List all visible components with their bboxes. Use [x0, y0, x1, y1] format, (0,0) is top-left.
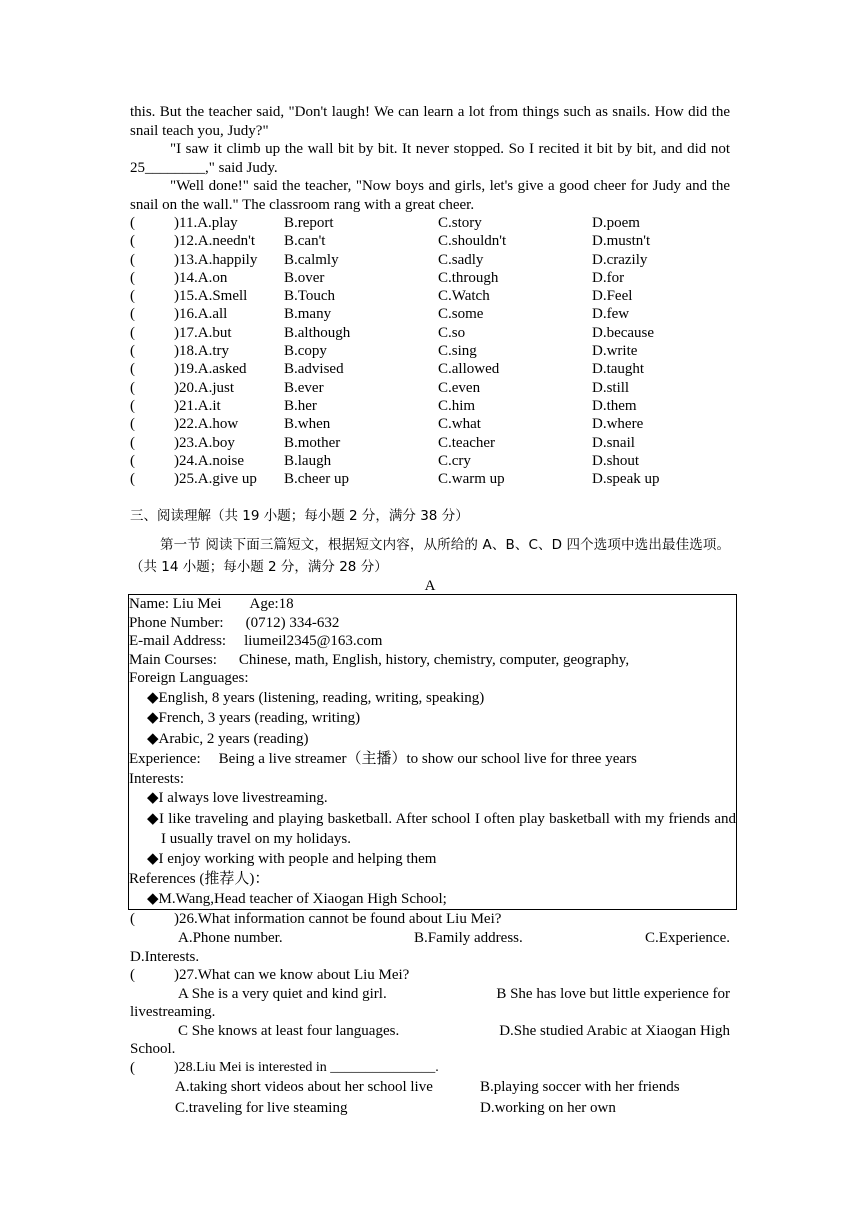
option-b-end: livestreaming. [130, 1004, 216, 1021]
option-c: C.sing [438, 343, 477, 360]
question-27 [130, 966, 730, 1059]
question-stem: )27.What can we know about Liu Mei? [174, 967, 410, 984]
cloze-option-row [130, 415, 730, 433]
cloze-option-row [130, 251, 730, 269]
option-a: )24.A.noise [174, 452, 244, 469]
story-paragraph-2: "I saw it climb up the wall bit by bit. It never stopped. So I recited it bit by bit, and did not 25________," said Judy. [130, 141, 730, 176]
question-stem-row [130, 910, 730, 929]
option-c: C.sadly [438, 251, 484, 268]
question-options-row [130, 929, 730, 948]
answer-paren: ( [130, 343, 135, 360]
resume-phone-row [129, 614, 736, 633]
option-a: )23.A.boy [174, 434, 235, 451]
cloze-option-row [130, 287, 730, 305]
option-b: B.laugh [284, 452, 332, 469]
cloze-option-row [130, 360, 730, 378]
answer-paren: ( [130, 361, 135, 378]
option-a: )15.A.Smell [174, 288, 248, 305]
question-options-row [130, 985, 730, 1004]
question-26 [130, 910, 730, 966]
option-b: B.although [284, 324, 351, 341]
interest-item-text: ◆I like traveling and playing basketball. After school I often play basketball with my friends and I usually travel on my holidays. [147, 810, 736, 847]
option-a: )22.A.how [174, 416, 239, 433]
option-b: B.mother [284, 434, 341, 451]
option-d: D.speak up [592, 471, 660, 488]
option-d: D.crazily [592, 251, 648, 268]
resume-references-label: References (推荐人)： [129, 870, 270, 887]
option-c: C.him [438, 397, 476, 414]
answer-paren: ( [130, 471, 135, 488]
option-c: C.even [438, 379, 481, 396]
option-c: C.traveling for live steaming [175, 1099, 348, 1116]
option-d: D.where [592, 416, 644, 433]
option-b: B.playing soccer with her friends [480, 1079, 680, 1096]
exam-page [129, 103, 736, 1118]
answer-paren: ( [130, 379, 135, 396]
option-a: )17.A.but [174, 324, 232, 341]
option-a: A.taking short videos about her school live [175, 1079, 433, 1096]
option-c: C.allowed [438, 361, 500, 378]
option-c: C.Watch [438, 288, 490, 305]
story-paragraph-3: "Well done!" said the teacher, "Now boys and girls, let's give a good cheer for Judy and the snail on the wall." The classroom rang with a great cheer. [130, 178, 730, 213]
cloze-option-row [130, 324, 730, 342]
question-options-row [130, 1022, 730, 1041]
option-d: D.them [592, 397, 637, 414]
interest-item [129, 809, 736, 849]
option-c: C.what [438, 416, 481, 433]
resume-interests-label: Interests: [129, 770, 184, 787]
option-b-start: B She has love but little experience for [496, 985, 730, 1002]
answer-paren: ( [130, 288, 135, 305]
option-d: D.shout [592, 452, 640, 469]
story-paragraph-1: this. But the teacher said, "Don't laugh! We can learn a lot from things such as snails. How did the snail teach you, Judy?" [130, 104, 730, 139]
resume-box [128, 594, 737, 910]
answer-paren: ( [130, 967, 135, 984]
option-a: )12.A.needn't [174, 233, 256, 250]
answer-paren: ( [130, 434, 135, 451]
answer-paren: ( [130, 233, 135, 250]
option-d: D.because [592, 324, 655, 341]
option-a: )18.A.try [174, 343, 229, 360]
question-options-row [130, 1077, 730, 1098]
language-item: ◆French, 3 years (reading, writing) [147, 710, 361, 727]
cloze-options-list [130, 214, 730, 488]
option-b: B.when [284, 416, 331, 433]
option-b: B.report [284, 215, 334, 231]
answer-paren: ( [130, 452, 135, 469]
answer-paren: ( [130, 416, 135, 433]
cloze-option-row [130, 342, 730, 360]
option-d-start: D.She studied Arabic at Xiaogan High [499, 1022, 730, 1039]
resume-courses-value: Chinese, math, English, history, chemistry, computer, geography, [238, 651, 630, 668]
question-stem: )28.Liu Mei is interested in _______________. [174, 1059, 439, 1075]
option-d: D.snail [592, 434, 635, 451]
resume-email-label: E-mail Address: [129, 633, 227, 650]
resume-courses-label: Main Courses: [129, 651, 217, 668]
answer-paren: ( [130, 324, 135, 341]
option-d: D.few [592, 306, 630, 323]
answer-paren: ( [130, 215, 135, 231]
answer-paren: ( [130, 251, 135, 268]
option-b: B.Family address. [414, 929, 523, 946]
option-c: C She knows at least four languages. [178, 1022, 400, 1039]
option-c: C.through [438, 269, 499, 286]
option-a: )13.A.happily [174, 251, 258, 268]
cloze-option-row [130, 214, 730, 232]
option-b: B.advised [284, 361, 344, 378]
interest-item: ◆I enjoy working with people and helping them [147, 850, 437, 867]
option-d: D.mustn't [592, 233, 651, 250]
option-d: D.working on her own [480, 1099, 616, 1116]
option-c: C.teacher [438, 434, 496, 451]
option-a: )11.A.play [174, 215, 238, 231]
option-d: D.write [592, 343, 638, 360]
option-d: D.Interests. [130, 948, 200, 965]
cloze-option-row [130, 452, 730, 470]
question-stem-row [130, 966, 730, 985]
option-d: D.Feel [592, 288, 633, 305]
option-b: B.can't [284, 233, 326, 250]
language-item: ◆Arabic, 2 years (reading) [147, 730, 309, 747]
option-d: D.poem [592, 215, 640, 231]
option-b: B.Touch [284, 288, 336, 305]
cloze-option-row [130, 397, 730, 415]
option-c: C.shouldn't [438, 233, 507, 250]
question-stem-row [130, 1059, 730, 1078]
cloze-option-row [130, 379, 730, 397]
resume-courses-row [129, 651, 736, 670]
cloze-option-row [130, 305, 730, 323]
answer-paren: ( [130, 911, 135, 928]
resume-age: Age:18 [249, 596, 294, 613]
option-b: B.over [284, 269, 325, 286]
question-28 [130, 1059, 730, 1119]
option-b: B.many [284, 306, 332, 323]
option-b: B.her [284, 397, 317, 414]
option-a: A.Phone number. [178, 929, 283, 946]
resume-languages-label: Foreign Languages: [129, 670, 249, 687]
resume-experience-value: Being a live streamer（主播）to show our school live for three years [218, 750, 637, 767]
resume-name-row [129, 595, 736, 614]
section-3-instructions: 第一节 阅读下面三篇短文，根据短文内容，从所给的 A、B、C、D 四个选项中选出最佳选项。（共 14 小题；每小题 2 分，满分 28 分） [130, 537, 730, 576]
answer-paren: ( [130, 397, 135, 414]
option-b: B.cheer up [284, 471, 349, 488]
option-a: )21.A.it [174, 397, 221, 414]
option-d: D.for [592, 269, 625, 286]
answer-paren: ( [130, 269, 135, 286]
section-3-title: 三、阅读理解（共 19 小题；每小题 2 分，满分 38 分） [130, 508, 469, 525]
passage-letter: A [424, 578, 436, 595]
option-a: )14.A.on [174, 269, 228, 286]
option-d: D.taught [592, 361, 645, 378]
cloze-option-row [130, 269, 730, 287]
resume-email-value: liumeil2345@163.com [244, 633, 383, 650]
language-item: ◆English, 8 years (listening, reading, writing, speaking) [147, 689, 485, 706]
option-a: )25.A.give up [174, 471, 257, 488]
option-b: B.calmly [284, 251, 339, 268]
option-c: C.Experience. [645, 929, 730, 946]
option-a: A She is a very quiet and kind girl. [178, 985, 387, 1002]
cloze-option-row [130, 434, 730, 452]
answer-paren: ( [130, 1059, 135, 1076]
resume-phone-label: Phone Number: [129, 614, 224, 631]
question-options-row [130, 1098, 730, 1119]
option-d: D.still [592, 379, 630, 396]
option-c: C.story [438, 215, 482, 231]
option-b: B.ever [284, 379, 324, 396]
resume-name: Name: Liu Mei [129, 596, 222, 613]
option-c: C.some [438, 306, 484, 323]
resume-experience-row [129, 749, 736, 770]
option-a: )19.A.asked [174, 361, 247, 378]
option-c: C.cry [438, 452, 471, 469]
option-a: )16.A.all [174, 306, 228, 323]
interest-item: ◆I always love livestreaming. [147, 790, 328, 807]
question-stem: )26.What information cannot be found about Liu Mei? [174, 911, 502, 928]
cloze-option-row [130, 232, 730, 250]
reference-item: ◆M.Wang,Head teacher of Xiaogan High School; [147, 890, 447, 907]
cloze-option-row [130, 470, 730, 488]
option-a: )20.A.just [174, 379, 234, 396]
option-c: C.so [438, 324, 466, 341]
answer-paren: ( [130, 306, 135, 323]
resume-phone-value: (0712) 334-632 [245, 614, 340, 631]
resume-experience-label: Experience: [129, 750, 201, 767]
option-c: C.warm up [438, 471, 505, 488]
option-d-end: School. [130, 1041, 176, 1058]
option-b: B.copy [284, 343, 327, 360]
resume-email-row [129, 632, 736, 651]
